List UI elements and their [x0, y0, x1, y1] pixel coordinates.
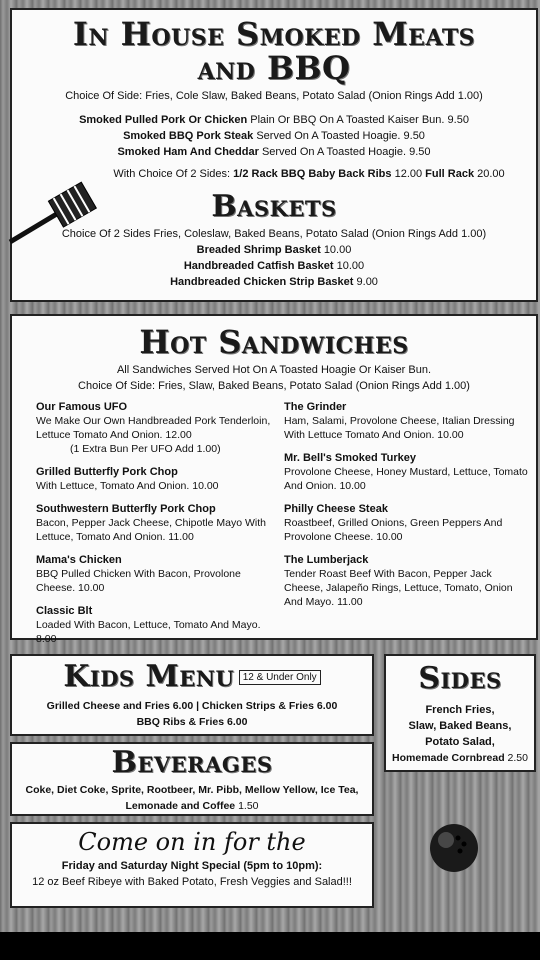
bbq-side-note: Choice Of Side: Fries, Cole Slaw, Baked Beans, Potato Salad (Onion Rings Add 1.00) [65, 90, 483, 102]
hot-sandwiches-note1: All Sandwiches Served Hot On A Toasted Hoagie Or Kaiser Bun. [116, 364, 432, 376]
sides-line: Potato Salad, [425, 736, 495, 748]
beverages-title: Beverages [111, 745, 273, 780]
hot-sandwiches-title: Hot Sandwiches [139, 323, 409, 361]
kids-age-badge: 12 & Under Only [239, 670, 321, 685]
special-line1: Friday and Saturday Night Special (5pm to 10pm): [61, 860, 323, 872]
sandwich-item: The Grinder Ham, Salami, Provolone Cheese, Italian Dressing With Lettuce Tomato And Onion. 10.00 [284, 401, 515, 441]
sides-cornbread: Homemade Cornbread 2.50 [392, 752, 528, 764]
special-line2: 12 oz Beef Ribeye with Baked Potato, Fresh Veggies and Salad!!! [32, 876, 352, 888]
sides-panel [384, 654, 536, 772]
bowling-ball-icon [424, 818, 484, 878]
special-panel [10, 822, 374, 908]
hot-sandwiches-note2: Choice Of Side: Fries, Slaw, Baked Beans, Potato Salad (Onion Rings Add 1.00) [78, 380, 470, 392]
baskets-side-note: Choice Of 2 Sides Fries, Coleslaw, Baked Beans, Potato Salad (Onion Rings Add 1.00) [61, 228, 487, 240]
bbq-title-line1: In House Smoked Meats [72, 15, 476, 53]
grill-spatula-icon [2, 176, 102, 246]
hot-sandwiches-panel [10, 314, 538, 645]
basket-item: Breaded Shrimp Basket 10.00 [196, 244, 352, 256]
sandwich-item: Southwestern Butterfly Pork Chop Bacon, Pepper Jack Cheese, Chipotle Mayo With Lettuce, Tomato And Onion. 11.00 [36, 503, 266, 543]
sides-line: French Fries, [425, 704, 495, 716]
sides-line: Slaw, Baked Beans, [408, 720, 512, 732]
kids-menu-panel [10, 654, 374, 736]
bbq-title-line2: and BBQ [197, 49, 351, 87]
basket-item: Handbreaded Catfish Basket 10.00 [183, 260, 365, 272]
bottom-black-bar [0, 932, 540, 960]
baskets-title: Baskets [211, 189, 337, 224]
kids-line1: Grilled Cheese and Fries 6.00 | Chicken Strips & Fries 6.00 [46, 700, 338, 712]
sandwich-item: The Lumberjack Tender Roast Beef With Bacon, Pepper Jack Cheese, Jalapeño Rings, Lettuce, Tomato, Onion And Mayo. 11.00 [284, 554, 513, 608]
sides-title: Sides [418, 661, 502, 696]
kids-menu-title: Kids Menu [63, 659, 235, 694]
sandwich-item: Mama's Chicken BBQ Pulled Chicken With Bacon, Provolone Cheese. 10.00 [36, 554, 241, 594]
sandwiches-left-column [36, 400, 274, 655]
sandwich-item: Philly Cheese Steak Roastbeef, Grilled Onions, Green Peppers And Provolone Cheese. 10.00 [284, 503, 503, 543]
bbq-baskets-panel [10, 8, 538, 302]
bbq-item: Smoked Ham And Cheddar Served On A Toasted Hoagie. 9.50 [117, 146, 431, 158]
sandwich-item: Classic Blt Loaded With Bacon, Lettuce, Tomato And Mayo. 8.00 [36, 605, 261, 645]
basket-item: Handbreaded Chicken Strip Basket 9.00 [170, 276, 378, 288]
sandwich-item: Grilled Butterfly Pork Chop With Lettuce, Tomato And Onion. 10.00 [36, 466, 219, 492]
ribs-line: With Choice Of 2 Sides: 1/2 Rack BBQ Baby Back Ribs 12.00 Full Rack 20.00 [113, 168, 505, 180]
bbq-item: Smoked Pulled Pork Or Chicken Plain Or BBQ On A Toasted Kaiser Bun. 9.50 [79, 114, 469, 126]
beverages-panel [10, 742, 374, 816]
sandwich-item: Our Famous UFO We Make Our Own Handbreaded Pork Tenderloin, Lettuce Tomato And Onion. 12.00 (1 Extra Bun Per UFO Add 1.00) [36, 401, 271, 455]
beverages-line1: Coke, Diet Coke, Sprite, Rootbeer, Mr. Pibb, Mellow Yellow, Ice Tea, [25, 784, 359, 796]
bbq-item: Smoked BBQ Pork Steak Served On A Toasted Hoagie. 9.50 [123, 130, 425, 142]
special-script-heading: Come on in for the [78, 828, 306, 856]
sandwich-item: Mr. Bell's Smoked Turkey Provolone Cheese, Honey Mustard, Lettuce, Tomato And Onion. 10.00 [284, 452, 528, 492]
kids-line2: BBQ Ribs & Fries 6.00 [136, 716, 248, 728]
sandwiches-right-column [284, 400, 530, 618]
beverages-line2: Lemonade and Coffee 1.50 [125, 800, 259, 812]
